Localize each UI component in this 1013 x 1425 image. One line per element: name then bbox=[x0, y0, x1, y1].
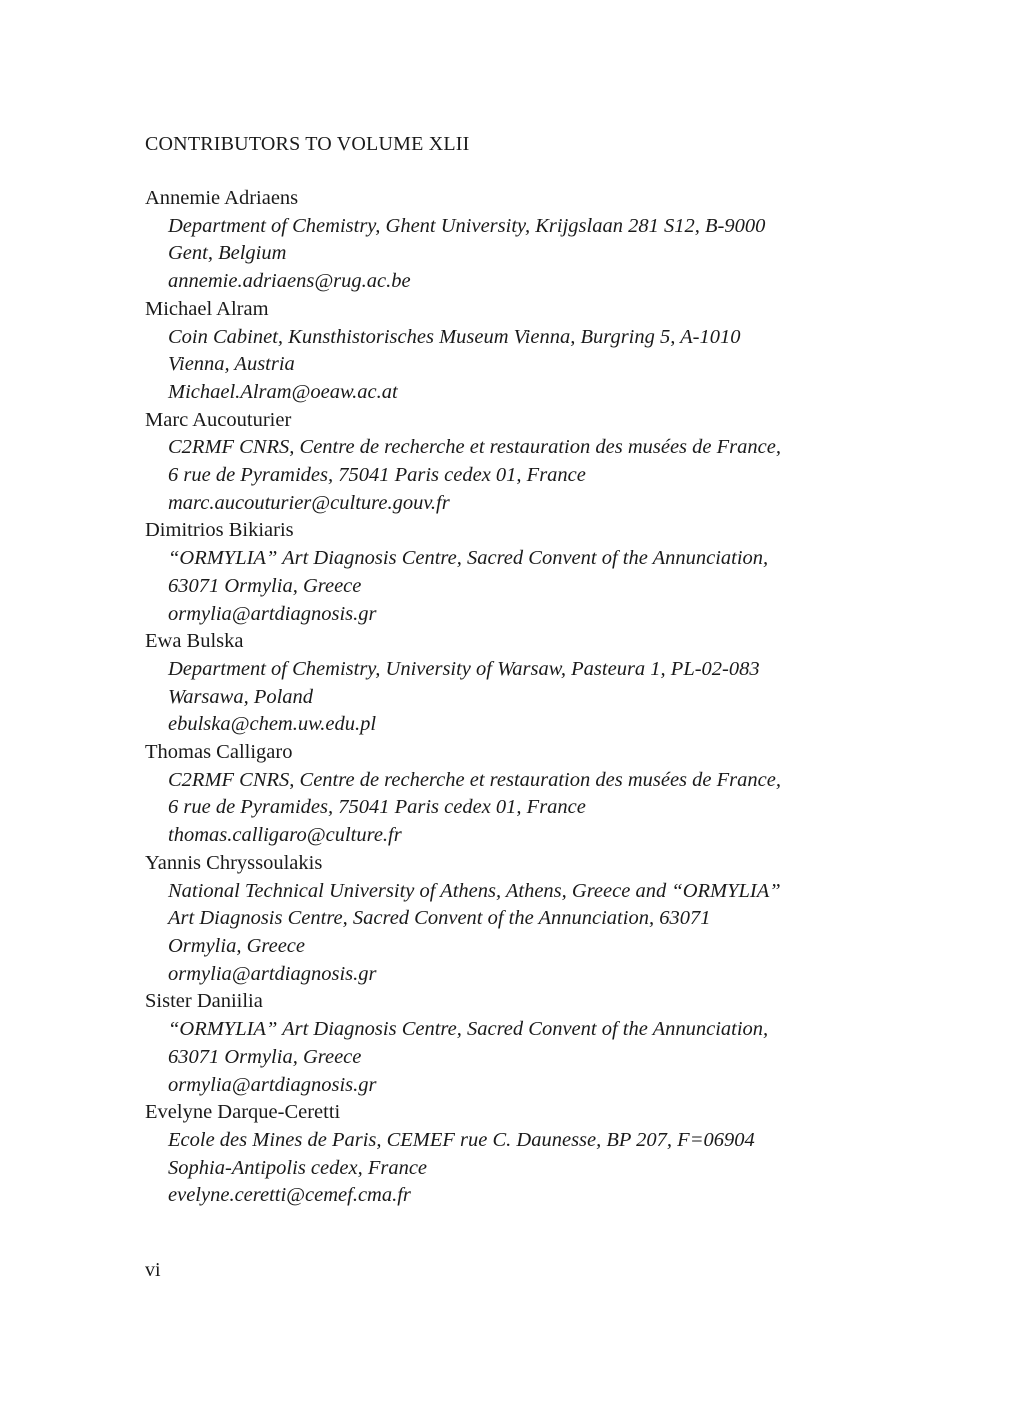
contributor-entry bbox=[145, 1099, 905, 1210]
contributor-affiliation: 63071 Ormylia, Greece bbox=[168, 1045, 362, 1068]
contributor-name: Sister Daniilia bbox=[145, 990, 263, 1013]
contributor-email: Michael.Alram@oeaw.ac.at bbox=[168, 380, 398, 403]
contributor-name: Yannis Chryssoulakis bbox=[145, 851, 323, 874]
contributor-affiliation: “ORMYLIA” Art Diagnosis Centre, Sacred Convent of the Annunciation, bbox=[168, 547, 769, 570]
contributor-affiliation: Coin Cabinet, Kunsthistorisches Museum Vienna, Burgring 5, A-1010 bbox=[168, 325, 741, 348]
contributor-entry bbox=[145, 407, 905, 518]
contributor-affiliation: Warsawa, Poland bbox=[168, 685, 314, 708]
contributor-email: annemie.adriaens@rug.ac.be bbox=[168, 270, 411, 293]
contributor-name: Evelyne Darque-Ceretti bbox=[145, 1101, 341, 1124]
contributor-email: evelyne.ceretti@cemef.cma.fr bbox=[168, 1184, 411, 1207]
contributor-entry bbox=[145, 739, 905, 850]
contributor-name: Thomas Calligaro bbox=[145, 741, 293, 764]
contributor-affiliation: Ormylia, Greece bbox=[168, 934, 305, 957]
contributor-affiliation: Art Diagnosis Centre, Sacred Convent of the Annunciation, 63071 bbox=[168, 907, 711, 930]
contributor-entry bbox=[145, 988, 905, 1099]
contributor-entry bbox=[145, 517, 905, 628]
contributor-entry bbox=[145, 296, 905, 407]
contributor-entry bbox=[145, 628, 905, 739]
contributor-affiliation: 63071 Ormylia, Greece bbox=[168, 574, 362, 597]
contributor-entry bbox=[145, 185, 905, 296]
contributor-email: ebulska@chem.uw.edu.pl bbox=[168, 713, 377, 736]
page-number: vi bbox=[145, 1259, 161, 1281]
contributor-affiliation: “ORMYLIA” Art Diagnosis Centre, Sacred Convent of the Annunciation, bbox=[168, 1018, 769, 1041]
contributors-page bbox=[145, 130, 905, 1210]
contributor-affiliation: Gent, Belgium bbox=[168, 242, 287, 265]
page-title: CONTRIBUTORS TO VOLUME XLII bbox=[145, 133, 470, 155]
contributor-affiliation: Sophia-Antipolis cedex, France bbox=[168, 1156, 428, 1179]
contributor-affiliation: 6 rue de Pyramides, 75041 Paris cedex 01, France bbox=[168, 464, 586, 487]
contributor-name: Dimitrios Bikiaris bbox=[145, 519, 294, 542]
contributor-affiliation: C2RMF CNRS, Centre de recherche et restauration des musées de France, bbox=[168, 768, 781, 791]
contributor-name: Annemie Adriaens bbox=[145, 187, 299, 209]
contributor-email: ormylia@artdiagnosis.gr bbox=[168, 962, 377, 985]
contributor-affiliation: C2RMF CNRS, Centre de recherche et restauration des musées de France, bbox=[168, 436, 781, 459]
contributor-name: Michael Alram bbox=[145, 297, 269, 320]
contributor-name: Ewa Bulska bbox=[145, 630, 244, 653]
contributor-email: marc.aucouturier@culture.gouv.fr bbox=[168, 491, 450, 514]
contributor-affiliation: 6 rue de Pyramides, 75041 Paris cedex 01, France bbox=[168, 796, 586, 819]
contributor-affiliation: Ecole des Mines de Paris, CEMEF rue C. Daunesse, BP 207, F=06904 bbox=[168, 1128, 755, 1151]
contributor-name: Marc Aucouturier bbox=[145, 408, 292, 431]
contributor-affiliation: Department of Chemistry, Ghent University, Krijgslaan 281 S12, B-9000 bbox=[168, 214, 766, 237]
contributor-entry bbox=[145, 850, 905, 989]
contributor-email: thomas.calligaro@culture.fr bbox=[168, 824, 402, 847]
contributor-affiliation: Department of Chemistry, University of Warsaw, Pasteura 1, PL-02-083 bbox=[168, 657, 760, 680]
contributor-affiliation: National Technical University of Athens, Athens, Greece and “ORMYLIA” bbox=[168, 879, 781, 902]
contributor-affiliation: Vienna, Austria bbox=[168, 353, 295, 376]
contributor-email: ormylia@artdiagnosis.gr bbox=[168, 1073, 377, 1096]
contributor-email: ormylia@artdiagnosis.gr bbox=[168, 602, 377, 625]
